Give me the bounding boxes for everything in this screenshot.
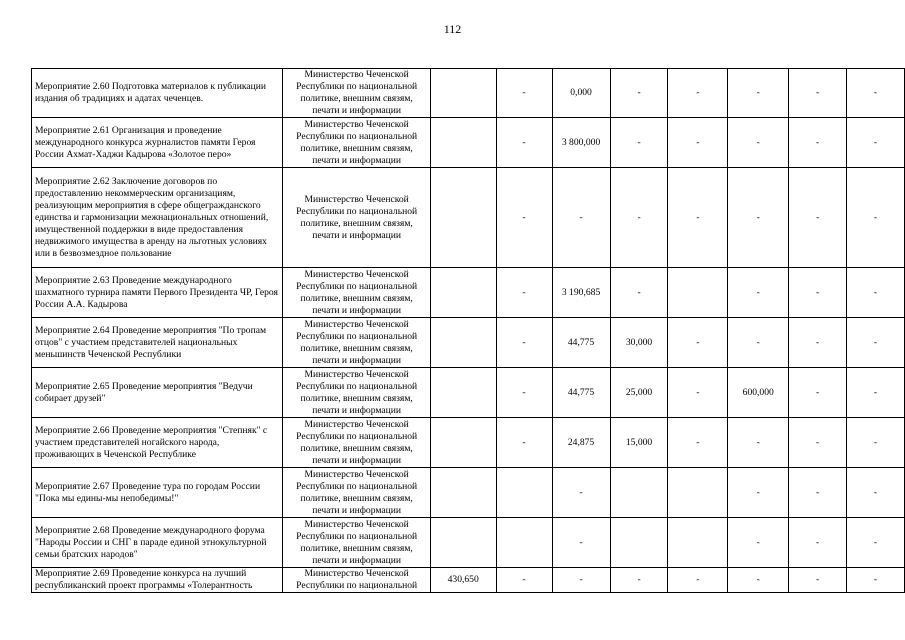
executor-cell: Министерство Чеченской Республики по национальной политике, внешним связям, печати и информации: [283, 118, 430, 168]
value-cell: -: [847, 268, 905, 318]
value-cell: [610, 468, 668, 518]
value-cell: -: [847, 118, 905, 168]
value-cell: -: [789, 318, 847, 368]
page-number: 112: [443, 22, 462, 36]
table-row: [32, 568, 905, 593]
value-cell: -: [496, 418, 552, 468]
value-cell: 25,000: [610, 368, 668, 418]
value-cell: 30,000: [610, 318, 668, 368]
executor-cell: Министерство Чеченской Республики по национальной политике, внешним связям, печати и информации: [283, 69, 430, 118]
table-row: [32, 468, 905, 518]
executor-cell: Министерство Чеченской Республики по национальной политике, внешним связям, печати и информации: [283, 468, 430, 518]
table-row: [32, 318, 905, 368]
value-cell: [668, 268, 728, 318]
event-name-cell: Мероприятие 2.67 Проведение тура по городам России "Пока мы едины-мы непобедимы!": [32, 468, 283, 518]
value-cell: [430, 468, 496, 518]
value-cell: -: [847, 418, 905, 468]
value-cell: -: [728, 468, 789, 518]
value-cell: -: [552, 568, 610, 593]
value-cell: 24,875: [552, 418, 610, 468]
value-cell: -: [847, 468, 905, 518]
event-name-cell: Мероприятие 2.66 Проведение мероприятия "Степняк" с участием представителей ногайского народа, проживающих в Чеченской Республике: [32, 418, 283, 468]
executor-cell: Министерство Чеченской Республики по национальной политике, внешним связям, печати и информации: [283, 518, 430, 568]
value-cell: -: [496, 368, 552, 418]
value-cell: -: [668, 368, 728, 418]
event-name-cell: Мероприятие 2.62 Заключение договоров по предоставлению некоммерческим организациям, реализующим мероприятия в сфере общегражданского единства и гармонизации межнациональных отношений, имущественной поддержки в виде предоставления недвижимого имущества в аренду на льготных условиях или в безвозмездное пользование: [32, 168, 283, 268]
value-cell: 15,000: [610, 418, 668, 468]
event-name-cell: Мероприятие 2.65 Проведение мероприятия "Ведучи собирает друзей": [32, 368, 283, 418]
table-row: [32, 368, 905, 418]
value-cell: 430,650: [430, 568, 496, 593]
value-cell: -: [496, 568, 552, 593]
value-cell: [610, 518, 668, 568]
value-cell: 0,000: [552, 69, 610, 118]
value-cell: -: [610, 168, 668, 268]
value-cell: -: [847, 168, 905, 268]
value-cell: -: [847, 568, 905, 593]
event-name-cell: Мероприятие 2.68 Проведение международного форума "Народы России и СНГ в параде единой этнокультурной семьи братских народов": [32, 518, 283, 568]
value-cell: -: [847, 368, 905, 418]
value-cell: 3 190,685: [552, 268, 610, 318]
value-cell: -: [496, 69, 552, 118]
event-name-cell: Мероприятие 2.60 Подготовка материалов к публикации издания об традициях и адатах чеченцев.: [32, 69, 283, 118]
value-cell: -: [789, 368, 847, 418]
value-cell: -: [552, 168, 610, 268]
table-row: [32, 268, 905, 318]
value-cell: [430, 418, 496, 468]
value-cell: -: [789, 468, 847, 518]
value-cell: -: [668, 318, 728, 368]
value-cell: -: [789, 518, 847, 568]
value-cell: -: [610, 118, 668, 168]
value-cell: 3 800,000: [552, 118, 610, 168]
value-cell: -: [728, 168, 789, 268]
value-cell: [496, 468, 552, 518]
table-row: [32, 118, 905, 168]
table-row: [32, 518, 905, 568]
executor-cell: Министерство Чеченской Республики по национальной политике, внешним связям, печати и информации: [283, 418, 430, 468]
value-cell: -: [789, 568, 847, 593]
value-cell: -: [728, 118, 789, 168]
value-cell: -: [552, 468, 610, 518]
value-cell: -: [668, 168, 728, 268]
executor-cell: Министерство Чеченской Республики по национальной политике, внешним связям, печати и информации: [283, 368, 430, 418]
table-row: [32, 69, 905, 118]
event-name-cell: Мероприятие 2.69 Проведение конкурса на лучший республиканский проект программы «Толерантность: [32, 568, 283, 593]
value-cell: 44,775: [552, 368, 610, 418]
event-name-cell: Мероприятие 2.64 Проведение мероприятия "По тропам отцов" с участием представителей национальных меньшинств Чеченской Республики: [32, 318, 283, 368]
executor-cell: Министерство Чеченской Республики по национальной политике, внешним связям, печати и информации: [283, 168, 430, 268]
value-cell: [668, 518, 728, 568]
value-cell: [430, 69, 496, 118]
table-body: [32, 69, 905, 593]
executor-cell: Министерство Чеченской Республики по национальной политике, внешним связям, печати и информации: [283, 318, 430, 368]
value-cell: -: [668, 568, 728, 593]
value-cell: -: [610, 568, 668, 593]
value-cell: -: [496, 168, 552, 268]
value-cell: 44,775: [552, 318, 610, 368]
value-cell: 600,000: [728, 368, 789, 418]
value-cell: [668, 468, 728, 518]
value-cell: -: [668, 69, 728, 118]
executor-cell: Министерство Чеченской Республики по национальной: [283, 568, 430, 593]
value-cell: -: [847, 318, 905, 368]
value-cell: -: [668, 418, 728, 468]
executor-cell: Министерство Чеченской Республики по национальной политике, внешним связям, печати и информации: [283, 268, 430, 318]
value-cell: -: [728, 318, 789, 368]
value-cell: -: [789, 268, 847, 318]
value-cell: -: [789, 69, 847, 118]
event-name-cell: Мероприятие 2.63 Проведение международного шахматного турнира памяти Первого Президента ЧР, Героя России А.А. Кадырова: [32, 268, 283, 318]
value-cell: -: [610, 69, 668, 118]
value-cell: -: [728, 268, 789, 318]
value-cell: -: [789, 418, 847, 468]
value-cell: -: [728, 69, 789, 118]
value-cell: [430, 318, 496, 368]
value-cell: -: [496, 268, 552, 318]
program-table: [31, 68, 905, 593]
value-cell: -: [496, 118, 552, 168]
value-cell: [496, 518, 552, 568]
value-cell: -: [847, 518, 905, 568]
value-cell: -: [789, 168, 847, 268]
value-cell: -: [610, 268, 668, 318]
value-cell: [430, 518, 496, 568]
value-cell: -: [728, 518, 789, 568]
value-cell: -: [728, 568, 789, 593]
value-cell: -: [668, 118, 728, 168]
value-cell: [430, 368, 496, 418]
value-cell: -: [847, 69, 905, 118]
value-cell: [430, 268, 496, 318]
value-cell: [430, 168, 496, 268]
table-row: [32, 418, 905, 468]
event-name-cell: Мероприятие 2.61 Организация и проведение международного конкурса журналистов памяти Героя России Ахмат-Хаджи Кадырова «Золотое перо»: [32, 118, 283, 168]
table-row: [32, 168, 905, 268]
value-cell: -: [552, 518, 610, 568]
value-cell: -: [496, 318, 552, 368]
value-cell: -: [789, 118, 847, 168]
value-cell: [430, 118, 496, 168]
value-cell: -: [728, 418, 789, 468]
